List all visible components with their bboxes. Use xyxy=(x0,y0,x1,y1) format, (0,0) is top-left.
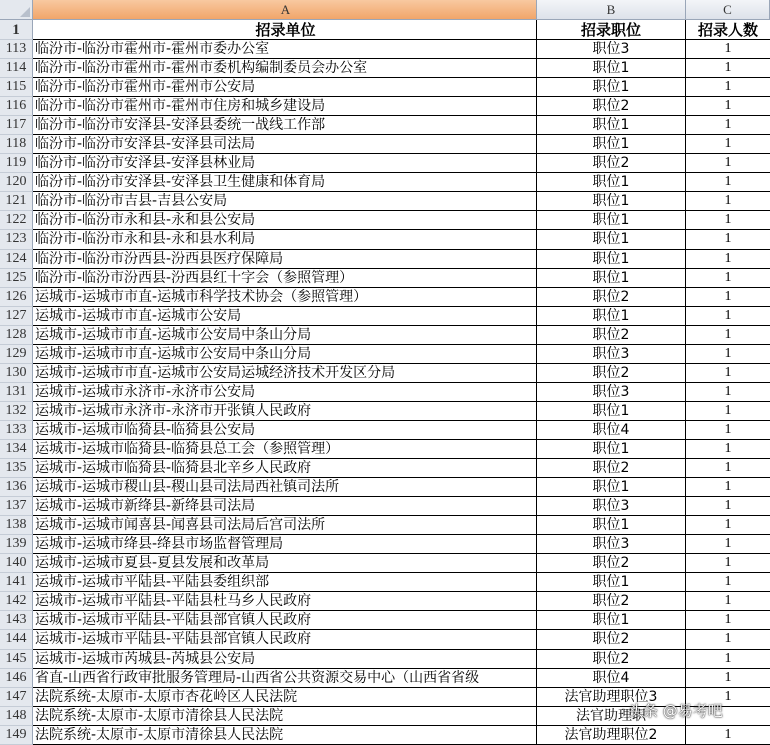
watermark: 头条 @易考吧 xyxy=(628,702,723,720)
cell-count[interactable]: 1 xyxy=(686,364,770,383)
row-header[interactable]: 118 xyxy=(0,135,33,154)
cell-unit[interactable]: 临汾市-临汾市汾西县-汾西县红十字会（参照管理） xyxy=(33,269,537,288)
cell-position[interactable]: 职位1 xyxy=(537,211,686,230)
table-row xyxy=(0,535,770,554)
row-header[interactable]: 148 xyxy=(0,707,33,726)
cell-count[interactable]: 1 xyxy=(686,630,770,649)
cell-count[interactable]: 1 xyxy=(686,288,770,307)
row-header[interactable]: 146 xyxy=(0,669,33,688)
cell-unit[interactable]: 运城市-运城市芮城县-芮城县公安局 xyxy=(33,650,537,669)
row-header[interactable]: 137 xyxy=(0,497,33,516)
table-row xyxy=(0,116,770,135)
cell-count[interactable]: 1 xyxy=(686,535,770,554)
cell-unit[interactable]: 运城市-运城市市直-运城市科学技术协会（参照管理） xyxy=(33,288,537,307)
cell-unit[interactable]: 临汾市-临汾市安泽县-安泽县司法局 xyxy=(33,135,537,154)
row-header[interactable]: 125 xyxy=(0,269,33,288)
cell-count[interactable]: 1 xyxy=(686,250,770,269)
row-header[interactable]: 144 xyxy=(0,630,33,649)
table-row xyxy=(0,364,770,383)
cell-unit[interactable]: 运城市-运城市市直-运城市公安局 xyxy=(33,307,537,326)
cell-position[interactable]: 法官助理职位2 xyxy=(537,726,686,745)
cell-position[interactable]: 职位2 xyxy=(537,326,686,345)
row-header[interactable]: 115 xyxy=(0,78,33,97)
cell-unit[interactable]: 临汾市-临汾市安泽县-安泽县林业局 xyxy=(33,154,537,173)
cell-position[interactable]: 职位1 xyxy=(537,478,686,497)
cell-count[interactable]: 1 xyxy=(686,383,770,402)
cell-unit[interactable]: 法院系统-太原市-太原市清徐县人民法院 xyxy=(33,726,537,745)
cell-position[interactable]: 职位1 xyxy=(537,573,686,592)
cell-unit[interactable]: 运城市-运城市临猗县-临猗县公安局 xyxy=(33,421,537,440)
table-row xyxy=(0,440,770,459)
table-row xyxy=(0,288,770,307)
row-header[interactable]: 140 xyxy=(0,554,33,573)
cell-unit[interactable]: 临汾市-临汾市永和县-永和县公安局 xyxy=(33,211,537,230)
cell-unit[interactable]: 临汾市-临汾市霍州市-霍州市住房和城乡建设局 xyxy=(33,97,537,116)
cell-unit[interactable]: 运城市-运城市闻喜县-闻喜县司法局后宫司法所 xyxy=(33,516,537,535)
cell-unit[interactable]: 运城市-运城市临猗县-临猗县总工会（参照管理） xyxy=(33,440,537,459)
cell-position[interactable]: 职位1 xyxy=(537,250,686,269)
select-all-corner[interactable] xyxy=(0,0,33,20)
cell-position[interactable]: 职位3 xyxy=(537,345,686,364)
table-row xyxy=(0,554,770,573)
cell-unit[interactable]: 运城市-运城市市直-运城市公安局运城经济技术开发区分局 xyxy=(33,364,537,383)
cell-position[interactable]: 职位2 xyxy=(537,97,686,116)
cell-count[interactable]: 1 xyxy=(686,307,770,326)
table-row xyxy=(0,383,770,402)
row-header[interactable]: 122 xyxy=(0,211,33,230)
table-row xyxy=(0,611,770,630)
cell-count[interactable]: 1 xyxy=(686,269,770,288)
table-row xyxy=(0,497,770,516)
row-header[interactable]: 126 xyxy=(0,288,33,307)
cell-count[interactable]: 1 xyxy=(686,192,770,211)
row-header[interactable]: 119 xyxy=(0,154,33,173)
cell-count[interactable]: 1 xyxy=(686,592,770,611)
cell-position[interactable]: 职位3 xyxy=(537,40,686,59)
cell-position[interactable]: 职位1 xyxy=(537,307,686,326)
cell-position[interactable]: 职位1 xyxy=(537,230,686,249)
cell-count[interactable]: 1 xyxy=(686,611,770,630)
cell-count[interactable]: 1 xyxy=(686,78,770,97)
table-row xyxy=(0,154,770,173)
cell-position[interactable]: 职位2 xyxy=(537,592,686,611)
row-header[interactable]: 139 xyxy=(0,535,33,554)
table-row xyxy=(0,211,770,230)
cell-unit[interactable]: 临汾市-临汾市安泽县-安泽县委统一战线工作部 xyxy=(33,116,537,135)
row-header[interactable]: 133 xyxy=(0,421,33,440)
cell-unit[interactable]: 临汾市-临汾市汾西县-汾西县医疗保障局 xyxy=(33,250,537,269)
cell-unit[interactable]: 法院系统-太原市-太原市杏花岭区人民法院 xyxy=(33,688,537,707)
cell-position[interactable]: 职位1 xyxy=(537,135,686,154)
column-header-b[interactable]: B xyxy=(537,0,686,20)
row-header[interactable]: 131 xyxy=(0,383,33,402)
table-row xyxy=(0,573,770,592)
cell-count[interactable]: 1 xyxy=(686,211,770,230)
row-header[interactable]: 129 xyxy=(0,345,33,364)
cell-unit[interactable]: 运城市-运城市稷山县-稷山县司法局西社镇司法所 xyxy=(33,478,537,497)
header-cell-position[interactable]: 招录职位 xyxy=(537,20,686,40)
table-row xyxy=(0,326,770,345)
column-header-row xyxy=(0,0,770,20)
cell-unit[interactable]: 运城市-运城市平陆县-平陆县部官镇人民政府 xyxy=(33,630,537,649)
row-header[interactable]: 121 xyxy=(0,192,33,211)
cell-unit[interactable]: 临汾市-临汾市霍州市-霍州市委办公室 xyxy=(33,40,537,59)
cell-count[interactable]: 1 xyxy=(686,688,770,707)
table-row xyxy=(0,650,770,669)
row-header[interactable]: 114 xyxy=(0,59,33,78)
cell-position[interactable]: 职位3 xyxy=(537,497,686,516)
cell-count[interactable]: 1 xyxy=(686,440,770,459)
cell-unit[interactable]: 临汾市-临汾市霍州市-霍州市委机构编制委员会办公室 xyxy=(33,59,537,78)
row-header[interactable]: 132 xyxy=(0,402,33,421)
table-row xyxy=(0,592,770,611)
cell-position[interactable]: 职位1 xyxy=(537,173,686,192)
row-header[interactable]: 136 xyxy=(0,478,33,497)
table-row xyxy=(0,250,770,269)
cell-count[interactable]: 1 xyxy=(686,154,770,173)
table-row xyxy=(0,78,770,97)
table-row xyxy=(0,421,770,440)
cell-position[interactable]: 职位2 xyxy=(537,154,686,173)
header-cell-unit[interactable]: 招录单位 xyxy=(33,20,537,40)
column-header-a[interactable]: A xyxy=(33,0,537,20)
row-header[interactable]: 142 xyxy=(0,592,33,611)
cell-position[interactable]: 职位2 xyxy=(537,288,686,307)
cell-count[interactable]: 1 xyxy=(686,726,770,745)
row-header[interactable]: 124 xyxy=(0,250,33,269)
row-header[interactable]: 123 xyxy=(0,230,33,249)
cell-position[interactable]: 职位1 xyxy=(537,78,686,97)
cell-position[interactable]: 职位1 xyxy=(537,611,686,630)
cell-count[interactable]: 1 xyxy=(686,135,770,154)
header-cell-count[interactable]: 招录人数 xyxy=(686,20,770,40)
cell-count[interactable]: 1 xyxy=(686,402,770,421)
cell-position[interactable]: 职位1 xyxy=(537,116,686,135)
cell-unit[interactable]: 临汾市-临汾市霍州市-霍州市公安局 xyxy=(33,78,537,97)
cell-count[interactable]: 1 xyxy=(686,40,770,59)
table-row xyxy=(0,307,770,326)
row-header[interactable]: 127 xyxy=(0,307,33,326)
row-header[interactable]: 130 xyxy=(0,364,33,383)
row-header[interactable]: 134 xyxy=(0,440,33,459)
cell-count[interactable]: 1 xyxy=(686,421,770,440)
cell-position[interactable]: 职位1 xyxy=(537,402,686,421)
cell-unit[interactable]: 运城市-运城市夏县-夏县发展和改革局 xyxy=(33,554,537,573)
table-row xyxy=(0,230,770,249)
cell-position[interactable]: 职位3 xyxy=(537,535,686,554)
table-row xyxy=(0,97,770,116)
cell-count[interactable]: 1 xyxy=(686,173,770,192)
cell-count[interactable]: 1 xyxy=(686,554,770,573)
row-header[interactable]: 138 xyxy=(0,516,33,535)
cell-position[interactable]: 职位4 xyxy=(537,421,686,440)
row-header[interactable]: 1 xyxy=(0,20,33,40)
cell-position[interactable]: 职位3 xyxy=(537,383,686,402)
cell-count[interactable]: 1 xyxy=(686,230,770,249)
cell-position[interactable]: 职位1 xyxy=(537,516,686,535)
table-row xyxy=(0,40,770,59)
table-row xyxy=(0,269,770,288)
row-header[interactable]: 117 xyxy=(0,116,33,135)
table-row xyxy=(0,478,770,497)
cell-unit[interactable]: 运城市-运城市平陆县-平陆县杜马乡人民政府 xyxy=(33,592,537,611)
row-header[interactable]: 141 xyxy=(0,573,33,592)
cell-position[interactable]: 职位1 xyxy=(537,440,686,459)
cell-count[interactable]: 1 xyxy=(686,97,770,116)
cell-count[interactable]: 1 xyxy=(686,497,770,516)
cell-position[interactable]: 法官助理职位3 xyxy=(537,688,686,707)
row-header[interactable]: 113 xyxy=(0,40,33,59)
table-row xyxy=(0,59,770,78)
table-row xyxy=(0,173,770,192)
cell-position[interactable]: 职位2 xyxy=(537,459,686,478)
table-row xyxy=(0,345,770,364)
cell-position[interactable]: 职位1 xyxy=(537,59,686,78)
cell-unit[interactable]: 临汾市-临汾市安泽县-安泽县卫生健康和体育局 xyxy=(33,173,537,192)
cell-unit[interactable]: 临汾市-临汾市吉县-吉县公安局 xyxy=(33,192,537,211)
cell-position[interactable]: 职位2 xyxy=(537,554,686,573)
cell-unit[interactable]: 运城市-运城市平陆县-平陆县委组织部 xyxy=(33,573,537,592)
table-row xyxy=(0,516,770,535)
cell-unit[interactable]: 运城市-运城市新绛县-新绛县司法局 xyxy=(33,497,537,516)
cell-position[interactable]: 职位2 xyxy=(537,630,686,649)
row-header[interactable]: 135 xyxy=(0,459,33,478)
table-row xyxy=(0,192,770,211)
cell-count[interactable]: 1 xyxy=(686,478,770,497)
cell-unit[interactable]: 运城市-运城市平陆县-平陆县部官镇人民政府 xyxy=(33,611,537,630)
cell-position[interactable]: 法官助理职 xyxy=(537,707,686,726)
row-header[interactable]: 120 xyxy=(0,173,33,192)
table-row xyxy=(0,459,770,478)
cell-count[interactable]: 1 xyxy=(686,326,770,345)
table-body xyxy=(0,40,770,745)
table-row xyxy=(0,669,770,688)
cell-unit[interactable]: 运城市-运城市永济市-永济市开张镇人民政府 xyxy=(33,402,537,421)
row-header[interactable]: 145 xyxy=(0,650,33,669)
row-header[interactable]: 149 xyxy=(0,726,33,745)
cell-count[interactable]: 1 xyxy=(686,650,770,669)
cell-count[interactable]: 1 xyxy=(686,345,770,364)
cell-unit[interactable]: 运城市-运城市市直-运城市公安局中条山分局 xyxy=(33,326,537,345)
cell-count[interactable]: 1 xyxy=(686,573,770,592)
cell-unit[interactable]: 省直-山西省行政审批服务管理局-山西省公共资源交易中心（山西省省级 xyxy=(33,669,537,688)
table-row xyxy=(0,726,770,745)
row-header[interactable]: 143 xyxy=(0,611,33,630)
column-header-c[interactable]: C xyxy=(686,0,770,20)
row-header[interactable]: 116 xyxy=(0,97,33,116)
cell-position[interactable]: 职位1 xyxy=(537,269,686,288)
cell-position[interactable]: 职位2 xyxy=(537,364,686,383)
cell-unit[interactable]: 法院系统-太原市-太原市清徐县人民法院 xyxy=(33,707,537,726)
table-row xyxy=(0,135,770,154)
table-row xyxy=(0,402,770,421)
cell-position[interactable]: 职位1 xyxy=(537,192,686,211)
cell-unit[interactable]: 运城市-运城市绛县-绛县市场监督管理局 xyxy=(33,535,537,554)
table-row xyxy=(0,630,770,649)
cell-position[interactable]: 职位4 xyxy=(537,669,686,688)
cell-unit[interactable]: 临汾市-临汾市永和县-永和县水利局 xyxy=(33,230,537,249)
cell-count[interactable]: 1 xyxy=(686,459,770,478)
cell-position[interactable]: 职位2 xyxy=(537,650,686,669)
cell-count[interactable]: 1 xyxy=(686,516,770,535)
cell-unit[interactable]: 运城市-运城市临猗县-临猗县北辛乡人民政府 xyxy=(33,459,537,478)
cell-unit[interactable]: 运城市-运城市市直-运城市公安局中条山分局 xyxy=(33,345,537,364)
cell-count[interactable]: 1 xyxy=(686,116,770,135)
cell-count[interactable]: 1 xyxy=(686,59,770,78)
cell-count[interactable]: 1 xyxy=(686,669,770,688)
row-header[interactable]: 128 xyxy=(0,326,33,345)
table-header-row xyxy=(0,20,770,40)
row-header[interactable]: 147 xyxy=(0,688,33,707)
cell-unit[interactable]: 运城市-运城市永济市-永济市公安局 xyxy=(33,383,537,402)
